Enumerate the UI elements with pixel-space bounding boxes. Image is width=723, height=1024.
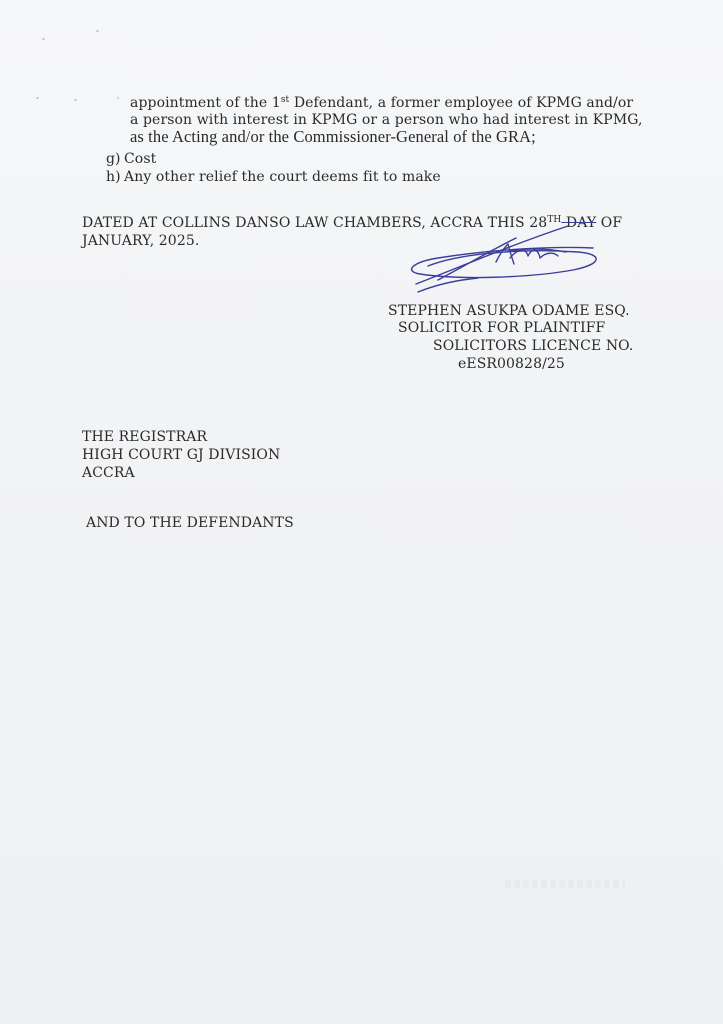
relief-g-text: Cost	[124, 151, 157, 167]
scan-speck	[117, 97, 119, 99]
scan-speck	[74, 99, 77, 101]
addressee-line-2: HIGH COURT GJ DIVISION	[82, 447, 281, 463]
signatory-name: STEPHEN ASUKPA ODAME ESQ.	[388, 303, 630, 319]
addressee-line-3: ACCRA	[82, 465, 135, 481]
faint-scan-bleed	[505, 880, 625, 888]
signatory-role: SOLICITOR FOR PLAINTIFF	[398, 320, 606, 336]
scan-speck	[36, 97, 39, 99]
dated-line-1: DATED AT COLLINS DANSO LAW CHAMBERS, ACCRA THIS 28TH DAY OF	[82, 215, 623, 231]
relief-f-line-3: as the Acting and/or the Commissioner-General of the GRA;	[130, 127, 536, 146]
dated-day-word: DAY	[561, 215, 597, 231]
relief-h-marker: h)	[106, 169, 121, 185]
relief-g-marker: g)	[106, 151, 121, 167]
scan-speck	[96, 30, 99, 32]
relief-h-text: Any other relief the court deems fit to make	[124, 169, 441, 185]
relief-g-item	[106, 150, 156, 168]
signatory-licence-label: SOLICITORS LICENCE NO.	[433, 338, 634, 354]
signature-graphic	[398, 218, 608, 298]
relief-h-item	[106, 168, 441, 186]
addressee-line-1: THE REGISTRAR	[82, 429, 208, 445]
scan-speck	[42, 38, 45, 40]
signatory-licence-number: eESR00828/25	[458, 356, 565, 372]
to-defendants: AND TO THE DEFENDANTS	[86, 515, 294, 531]
dated-line-2: JANUARY, 2025.	[82, 233, 200, 249]
relief-f-line-2: a person with interest in KPMG or a person who had interest in KPMG,	[130, 112, 643, 128]
relief-f-line-1: appointment of the 1st Defendant, a former employee of KPMG and/or	[130, 95, 634, 111]
